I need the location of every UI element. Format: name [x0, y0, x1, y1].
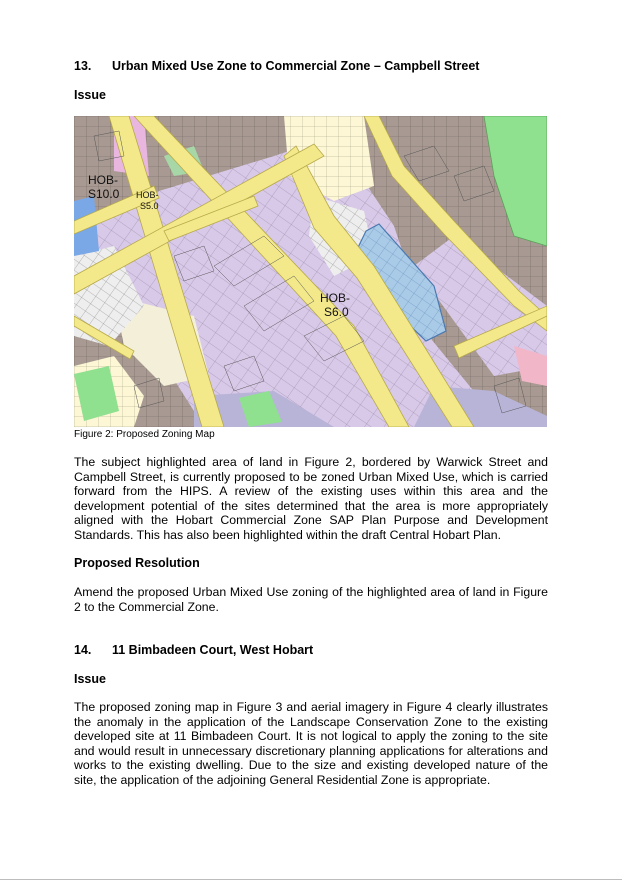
- section-14-paragraph: The proposed zoning map in Figure 3 and aerial imagery in Figure 4 clearly illustrates the anomaly in the application of the Landscape Conservation Zone to the existing developed site at 11 Bimbadeen Court. It is not logical to apply the zoning to the site and would result in unnecessary discretionary planning applications for alterations and works to the existing dwelling. Due to the size and existing developed nature of the site, the application of the adjoining General Residential Zone is appropriate.: [74, 700, 548, 787]
- section-13-heading: [74, 59, 479, 73]
- label-hob-s5: HOB- S5.0: [136, 190, 159, 211]
- label-hob-s10: HOB- S10.0: [88, 173, 120, 201]
- section-14-heading: [74, 643, 313, 657]
- zoning-map-graphic: [74, 116, 547, 427]
- section-13-title: Urban Mixed Use Zone to Commercial Zone – Campbell Street: [112, 59, 480, 73]
- label-hob-s6: HOB- S6.0: [320, 291, 350, 319]
- section-13-number: 13.: [74, 59, 92, 73]
- proposed-resolution-heading: Proposed Resolution: [74, 556, 200, 570]
- figure-2-caption: Figure 2: Proposed Zoning Map: [74, 429, 215, 440]
- section-14-title: 11 Bimbadeen Court, West Hobart: [112, 643, 314, 657]
- proposed-resolution-text: Amend the proposed Urban Mixed Use zoning of the highlighted area of land in Figure 2 to the Commercial Zone.: [74, 585, 548, 614]
- section-13-issue-heading: Issue: [74, 88, 106, 102]
- section-13-paragraph: The subject highlighted area of land in Figure 2, bordered by Warwick Street and Campbell Street, is currently proposed to be zoned Urban Mixed Use, which is carried forward from the HIPS. A review of the existing uses within this area and the development potential of the sites determined that the area is more appropriately aligned with the Hobart Commercial Zone SAP Plan Purpose and Development Standards. This has also been highlighted within the draft Central Hobart Plan.: [74, 455, 548, 542]
- section-14-number: 14.: [74, 643, 92, 657]
- proposed-zoning-map: [74, 116, 547, 427]
- section-14-issue-heading: Issue: [74, 672, 106, 686]
